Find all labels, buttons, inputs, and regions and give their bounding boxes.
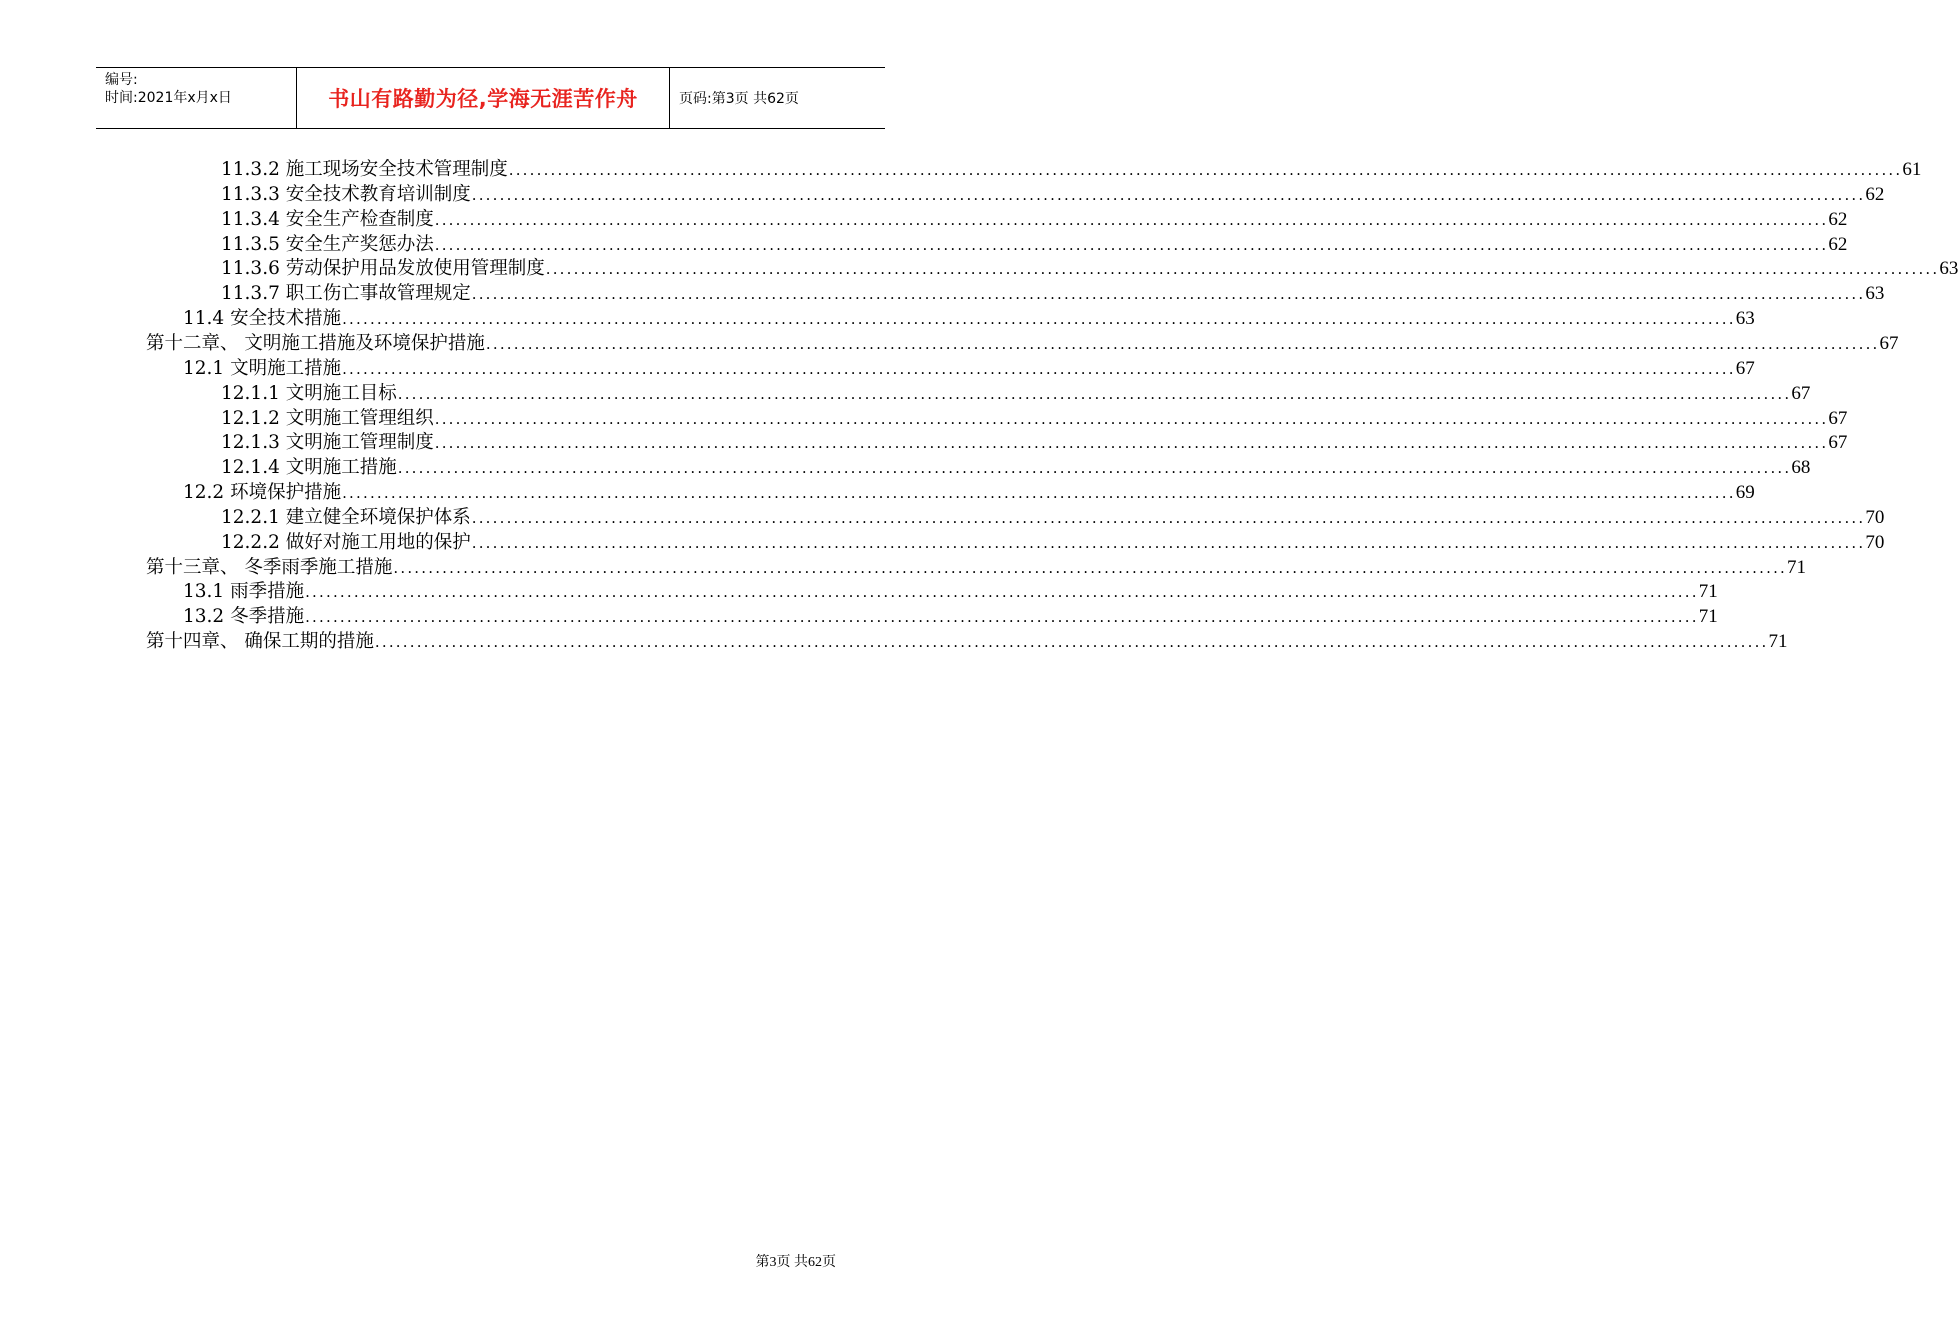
toc-entry-title: 11.3.3 安全技术教育培训制度 (221, 183, 471, 205)
toc-entry-page: 69 (1735, 482, 1755, 504)
toc-entry-title: 11.3.2 施工现场安全技术管理制度 (221, 159, 508, 180)
toc-dot-leader: ........................................................................................................................................................................................................ (545, 260, 1940, 279)
toc-dot-leader: ........................................................................................................................................................................................................ (305, 608, 1699, 627)
toc-entry-title: 第十四章、 确保工期的措施 (146, 631, 374, 653)
toc-entry-title: 11.3.4 安全生产检查制度 (221, 208, 434, 230)
toc-entry[interactable] (146, 555, 1807, 580)
header-page-number: 页码:第3页 共62页 (679, 91, 799, 107)
page-footer: 第3页 共62页 (755, 1255, 836, 1270)
toc-entry-page: 62 (1828, 208, 1848, 230)
toc-entry-title: 11.3.7 职工伤亡事故管理规定 (221, 283, 471, 305)
header-info-cell (96, 68, 297, 128)
toc-dot-leader: ........................................................................................................................................................................................................ (374, 633, 1769, 652)
toc-entry-page: 63 (1939, 258, 1958, 280)
toc-entry[interactable] (221, 256, 1958, 281)
toc-dot-leader: ........................................................................................................................................................................................................ (471, 185, 1866, 204)
page-header (96, 67, 885, 129)
toc-entry-page: 61 (1902, 159, 1922, 180)
toc-entry-page: 67 (1828, 407, 1848, 429)
toc-dot-leader: ........................................................................................................................................................................................................ (397, 384, 1792, 403)
toc-entry[interactable] (221, 281, 1885, 306)
header-page-cell (670, 68, 885, 128)
toc-entry-page: 62 (1865, 183, 1885, 205)
toc-entry[interactable] (146, 629, 1788, 654)
toc-entry-title: 12.1 文明施工措施 (183, 357, 342, 379)
toc-dot-leader: ........................................................................................................................................................................................................ (434, 409, 1829, 428)
toc-entry[interactable] (221, 406, 1848, 431)
toc-dot-leader: ........................................................................................................................................................................................................ (508, 161, 1903, 179)
toc-dot-leader: ........................................................................................................................................................................................................ (342, 484, 1736, 503)
toc-entry-page: 62 (1828, 233, 1848, 255)
toc-dot-leader: ........................................................................................................................................................................................................ (485, 334, 1880, 353)
toc-entry-page: 71 (1698, 581, 1718, 603)
toc-entry-title: 13.2 冬季措施 (183, 606, 305, 628)
toc-dot-leader: ........................................................................................................................................................................................................ (305, 583, 1699, 602)
toc-entry[interactable] (221, 207, 1848, 232)
toc-entry-page: 71 (1698, 606, 1718, 628)
toc-entry-title: 13.1 雨季措施 (183, 581, 305, 603)
toc-entry-page: 70 (1865, 531, 1885, 553)
toc-dot-leader: ........................................................................................................................................................................................................ (434, 434, 1829, 453)
toc-dot-leader: ........................................................................................................................................................................................................ (342, 359, 1736, 378)
toc-entry[interactable] (183, 579, 1718, 604)
toc-entry[interactable] (183, 480, 1755, 505)
toc-entry-page: 67 (1791, 382, 1811, 404)
toc-entry[interactable] (221, 505, 1885, 530)
toc-entry-title: 第十三章、 冬季雨季施工措施 (146, 556, 393, 578)
toc-entry-title: 11.3.6 劳动保护用品发放使用管理制度 (221, 258, 545, 280)
toc-entry[interactable] (183, 306, 1755, 331)
toc-dot-leader: ........................................................................................................................................................................................................ (342, 310, 1736, 329)
toc-entry-title: 12.2.2 做好对施工用地的保护 (221, 531, 471, 553)
toc-entry[interactable] (221, 232, 1848, 257)
toc-entry-page: 71 (1768, 631, 1788, 653)
toc-entry[interactable] (221, 182, 1885, 207)
toc-entry-page: 63 (1865, 283, 1885, 305)
toc-entry-title: 12.2.1 建立健全环境保护体系 (221, 506, 471, 528)
toc-entry-title: 11.4 安全技术措施 (183, 308, 342, 330)
toc-entry-page: 67 (1828, 432, 1848, 454)
toc-dot-leader: ........................................................................................................................................................................................................ (434, 235, 1829, 254)
document-time-label: 时间:2021年x月x日 (105, 90, 232, 106)
toc-entry-title: 12.1.4 文明施工措施 (221, 457, 397, 479)
toc-dot-leader: ........................................................................................................................................................................................................ (393, 558, 1788, 577)
header-motto-cell (297, 68, 670, 128)
toc-dot-leader: ........................................................................................................................................................................................................ (434, 210, 1829, 229)
toc-entry-page: 67 (1879, 332, 1899, 354)
toc-dot-leader: ........................................................................................................................................................................................................ (471, 533, 1866, 552)
toc-entry-title: 12.1.3 文明施工管理制度 (221, 432, 434, 454)
header-motto: 书山有路勤为径,学海无涯苦作舟 (328, 87, 638, 111)
toc-entry[interactable] (221, 157, 1922, 182)
toc-entry[interactable] (183, 356, 1755, 381)
toc-entry-page: 63 (1735, 308, 1755, 330)
toc-entry-title: 11.3.5 安全生产奖惩办法 (221, 233, 434, 255)
toc-dot-leader: ........................................................................................................................................................................................................ (471, 508, 1866, 527)
toc-entry[interactable] (221, 430, 1848, 455)
toc-dot-leader: ........................................................................................................................................................................................................ (471, 285, 1866, 304)
toc-entry-page: 71 (1787, 556, 1807, 578)
toc-dot-leader: ........................................................................................................................................................................................................ (397, 459, 1792, 478)
toc-entry[interactable] (221, 455, 1811, 480)
toc-entry-title: 12.1.1 文明施工目标 (221, 382, 397, 404)
toc-entry-title: 第十二章、 文明施工措施及环境保护措施 (146, 332, 485, 354)
toc-entry-title: 12.2 环境保护措施 (183, 482, 342, 504)
toc-entry[interactable] (221, 530, 1885, 555)
toc-entry[interactable] (183, 604, 1718, 629)
toc-entry-title: 12.1.2 文明施工管理组织 (221, 407, 434, 429)
toc-entry-page: 70 (1865, 506, 1885, 528)
toc-entry-page: 67 (1735, 357, 1755, 379)
toc-entry-page: 68 (1791, 457, 1811, 479)
document-number-label: 编号: (105, 72, 138, 88)
toc-entry[interactable] (146, 331, 1899, 356)
toc-entry[interactable] (221, 381, 1811, 406)
